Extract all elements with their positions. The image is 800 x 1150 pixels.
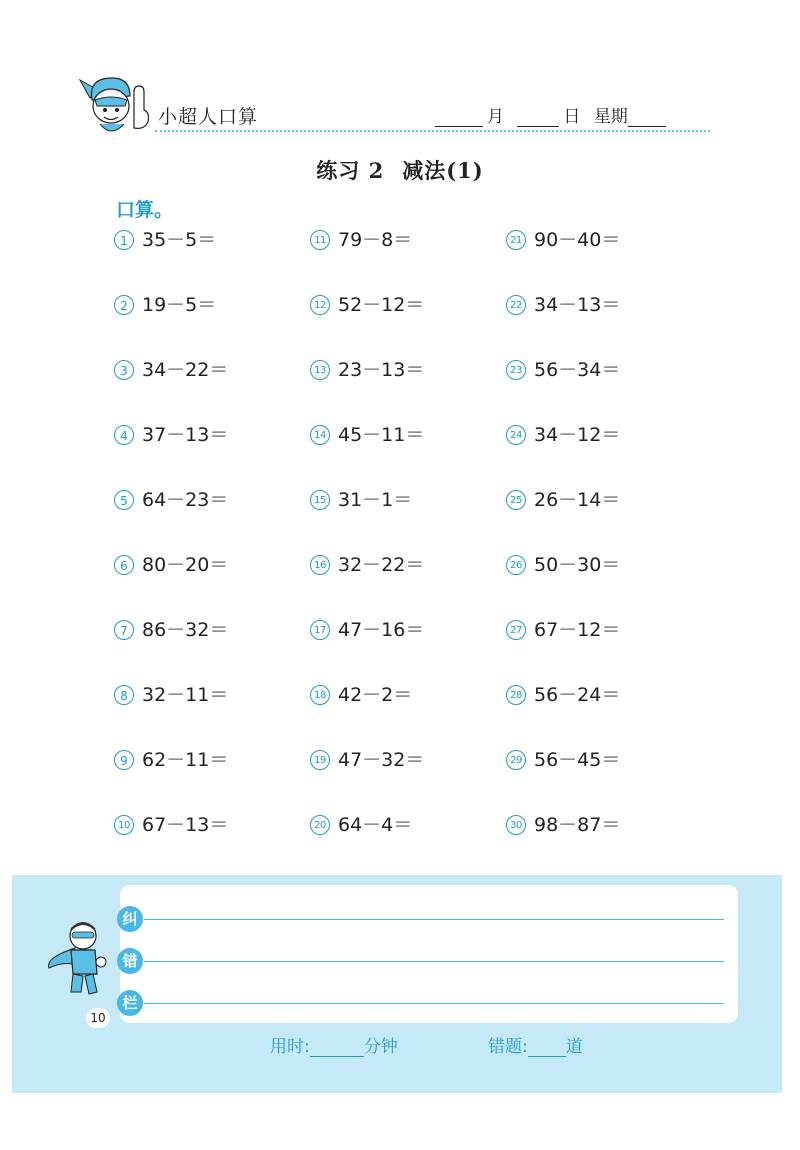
problem-expression: 64－4＝ (338, 814, 413, 836)
problem-number: 26 (506, 555, 526, 575)
problem-expression: 26－14＝ (534, 489, 621, 511)
problem-item (506, 488, 620, 512)
problem-expression: 35－5＝ (142, 229, 217, 251)
problem-item (310, 293, 424, 317)
correction-char-3: 栏 (117, 990, 143, 1016)
problem-expression: 32－22＝ (338, 554, 425, 576)
problem-item (310, 358, 424, 382)
problem-expression: 45－11＝ (338, 424, 425, 446)
problem-number: 20 (310, 815, 330, 835)
problem-expression: 31－1＝ (338, 489, 413, 511)
problem-item (310, 423, 424, 447)
flying-hero-icon (45, 918, 115, 1003)
problem-expression: 37－13＝ (142, 424, 229, 446)
problem-number: 21 (506, 230, 526, 250)
problem-item (506, 553, 620, 577)
time-unit: 分钟 (363, 1037, 398, 1057)
instruction-label: 口算。 (116, 199, 174, 221)
problem-item (310, 618, 424, 642)
weekday-label: 星期 (593, 107, 628, 127)
error-count (488, 1032, 583, 1057)
problem-number: 22 (506, 295, 526, 315)
problem-item (114, 553, 228, 577)
problem-item (506, 618, 620, 642)
problem-expression: 52－12＝ (338, 294, 425, 316)
correction-char-2: 错 (117, 948, 143, 974)
problem-number: 29 (506, 750, 526, 770)
problem-item (114, 618, 228, 642)
weekday-blank[interactable] (628, 108, 666, 127)
problem-expression: 64－23＝ (142, 489, 229, 511)
problem-item (114, 488, 228, 512)
problem-expression: 79－8＝ (338, 229, 413, 251)
problem-item (506, 358, 620, 382)
problem-number: 18 (310, 685, 330, 705)
problem-number: 11 (310, 230, 330, 250)
date-fields (435, 102, 666, 127)
problem-number: 2 (114, 295, 134, 315)
problem-number: 9 (114, 750, 134, 770)
time-used (270, 1032, 398, 1057)
problem-expression: 42－2＝ (338, 684, 413, 706)
problem-item (114, 813, 228, 837)
problem-number: 16 (310, 555, 330, 575)
problem-item (114, 358, 228, 382)
problem-number: 5 (114, 490, 134, 510)
problem-number: 19 (310, 750, 330, 770)
problem-item (310, 488, 412, 512)
errors-unit: 道 (565, 1037, 583, 1057)
problem-number: 3 (114, 360, 134, 380)
problem-item (114, 423, 228, 447)
problem-item (310, 683, 412, 707)
correction-line-1[interactable] (144, 919, 724, 920)
page-title (0, 155, 800, 185)
problem-expression: 56－45＝ (534, 749, 621, 771)
problem-number: 8 (114, 685, 134, 705)
header-divider (155, 130, 710, 132)
problem-expression: 98－87＝ (534, 814, 621, 836)
problem-expression: 47－16＝ (338, 619, 425, 641)
problem-number: 23 (506, 360, 526, 380)
problem-expression: 67－13＝ (142, 814, 229, 836)
page-number: 10 (86, 1008, 110, 1028)
problem-item (310, 228, 412, 252)
problem-item (506, 423, 620, 447)
problem-expression: 23－13＝ (338, 359, 425, 381)
day-label: 日 (563, 107, 581, 127)
exercise-number: 练习 2 (316, 158, 385, 183)
problem-expression: 34－13＝ (534, 294, 621, 316)
exercise-topic: 减法(1) (402, 158, 484, 183)
problem-expression: 86－32＝ (142, 619, 229, 641)
problem-number: 1 (114, 230, 134, 250)
problem-item (114, 228, 216, 252)
problem-expression: 34－22＝ (142, 359, 229, 381)
problem-number: 7 (114, 620, 134, 640)
problem-number: 27 (506, 620, 526, 640)
correction-line-3[interactable] (144, 1003, 724, 1004)
time-blank[interactable] (310, 1040, 364, 1057)
problem-item (114, 748, 228, 772)
month-label: 月 (487, 107, 504, 127)
problem-expression: 90－40＝ (534, 229, 621, 251)
problem-number: 28 (506, 685, 526, 705)
problem-expression: 56－34＝ (534, 359, 621, 381)
errors-label: 错题: (488, 1037, 528, 1057)
correction-line-2[interactable] (144, 961, 724, 962)
problem-number: 30 (506, 815, 526, 835)
problem-item (506, 813, 620, 837)
problem-item (506, 228, 620, 252)
problem-number: 6 (114, 555, 134, 575)
problem-expression: 56－24＝ (534, 684, 621, 706)
problem-number: 12 (310, 295, 330, 315)
problem-item (114, 293, 216, 317)
day-blank[interactable] (517, 108, 559, 127)
problem-expression: 80－20＝ (142, 554, 229, 576)
problem-item (310, 553, 424, 577)
problem-expression: 34－12＝ (534, 424, 621, 446)
problem-number: 13 (310, 360, 330, 380)
problem-number: 24 (506, 425, 526, 445)
problem-item (310, 813, 412, 837)
time-label: 用时: (270, 1037, 310, 1057)
problem-expression: 50－30＝ (534, 554, 621, 576)
problem-expression: 67－12＝ (534, 619, 621, 641)
problem-expression: 32－11＝ (142, 684, 229, 706)
problem-number: 14 (310, 425, 330, 445)
correction-char-1: 纠 (117, 906, 143, 932)
superman-mascot-icon (78, 70, 158, 140)
errors-blank[interactable] (528, 1040, 566, 1057)
brand-title: 小超人口算 (158, 106, 259, 128)
problem-item (506, 293, 620, 317)
problem-number: 10 (114, 815, 134, 835)
problem-item (114, 683, 228, 707)
problem-item (310, 748, 424, 772)
problem-item (506, 683, 620, 707)
problem-item (506, 748, 620, 772)
problem-expression: 62－11＝ (142, 749, 229, 771)
problem-expression: 19－5＝ (142, 294, 217, 316)
month-blank[interactable] (435, 108, 483, 127)
problem-expression: 47－32＝ (338, 749, 425, 771)
problem-number: 17 (310, 620, 330, 640)
problem-number: 25 (506, 490, 526, 510)
problem-number: 4 (114, 425, 134, 445)
problem-number: 15 (310, 490, 330, 510)
